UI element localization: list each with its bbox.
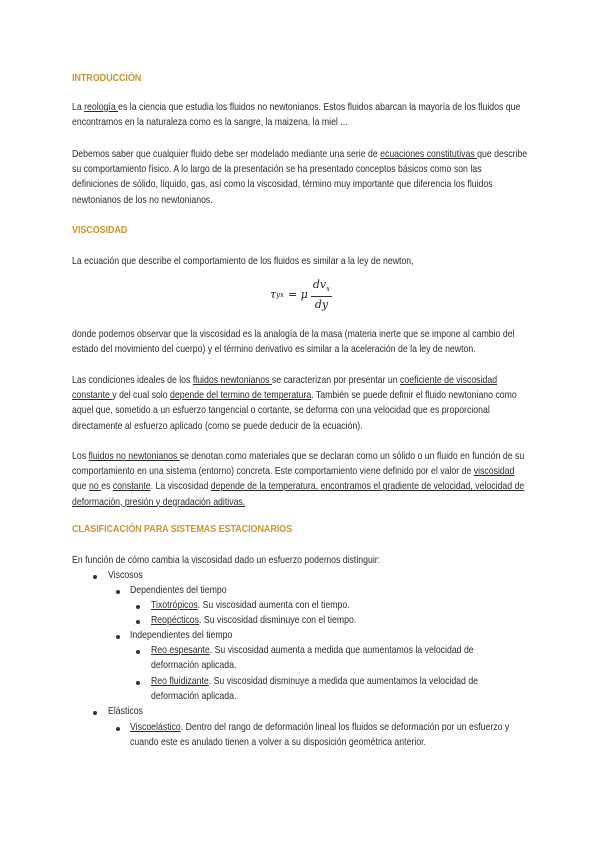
link-depende-temperatura[interactable]: depende de la temperatura, encontramos el gradiente de velocidad, velocidad de deformación, presión y degradación aditivas. [72, 481, 525, 508]
link-ecuaciones-constitutivas[interactable]: ecuaciones constitutivas [380, 149, 478, 160]
list-item-reo-espesante-cont: deformación aplicada. [151, 660, 237, 671]
link-constante[interactable]: constante [112, 481, 151, 493]
heading-viscosidad: VISCOSIDAD [72, 224, 128, 236]
text: . Su viscosidad disminuye con el tiempo. [199, 615, 357, 626]
link-fluidos-no-newtonianos[interactable]: fluidos no newtonianos [88, 451, 180, 462]
viscosidad-paragraph-3 [72, 373, 528, 434]
bullet-icon [136, 681, 140, 685]
text: . Dentro del rango de deformación lineal los fluidos se deformación por un esfuerzo y [180, 722, 510, 733]
bullet-icon [136, 620, 140, 624]
intro-paragraph-2 [72, 147, 528, 208]
newton-viscosity-formula [270, 278, 332, 311]
bullet-icon [136, 650, 140, 654]
list-item-dependientes: Dependientes del tiempo [130, 585, 227, 596]
text: que [72, 481, 89, 493]
bullet-icon [136, 605, 140, 609]
intro-paragraph-1 [72, 100, 528, 130]
list-item-reo-fluidizante [151, 675, 478, 689]
text: Los [72, 451, 89, 462]
formula-eq: = μ [288, 288, 308, 302]
link-tixotropicos[interactable]: Tixotrópicos [151, 600, 198, 611]
formula-den: dy [314, 298, 329, 312]
text: . Su viscosidad disminuye a medida que aumentamos la velocidad de [208, 676, 479, 687]
text: . También se puede definir el fluido newtoniano como aquel que, sometido a un esfuerzo tangencial o cortante, se deforma con una velocidad que es proporcional directamente al esfuerzo aplicado (como se puede deducir de la ecuación). [72, 390, 517, 432]
text: es la ciencia que estudia los fluidos no newtonianos. Estos fluidos abarcan la mayoría de los fluidos que encontramos en la naturaleza como es la sangre, la maizena, la miel ... [72, 102, 521, 129]
link-reo-fluidizante[interactable]: Reo fluidizante [151, 676, 209, 687]
formula-tau-sub: yx [276, 290, 284, 299]
text: . Su viscosidad aumenta a medida que aumentamos la velocidad de [209, 645, 474, 656]
text: se caracterizan por presentar un [271, 375, 401, 386]
viscosidad-paragraph-4 [72, 449, 528, 510]
link-viscosidad[interactable]: viscosidad [473, 466, 515, 478]
list-item-reopecticos [151, 614, 356, 628]
viscosidad-paragraph-2: donde podemos observar que la viscosidad es la analogía de la masa (materia inerte que se impone al cambio del estado del movimiento del cuerpo) y el término derivativo es similar a la aceleración de la ley de newton. [72, 329, 515, 356]
link-reopecticos[interactable]: Reopécticos [151, 615, 200, 626]
link-termino-temperatura[interactable]: depende del termino de temperatura [170, 390, 312, 402]
list-item-tixotropicos [151, 599, 350, 613]
text: Las condiciones ideales de los [72, 375, 193, 386]
text: y del cual solo [112, 390, 171, 402]
list-item-independientes: Independientes del tiempo [130, 630, 233, 641]
bullet-icon [116, 727, 120, 731]
text: . La viscosidad [150, 481, 211, 493]
formula-tau: τ [270, 288, 277, 302]
text: Debemos saber que cualquier fluido debe ser modelado mediante una serie de [72, 149, 381, 160]
link-reo-espesante[interactable]: Reo espesante [151, 645, 210, 656]
formula-num: dv [312, 278, 327, 291]
list-item-viscoelastico [130, 721, 509, 735]
list-item-viscoelastico-cont: cuando este es anulado tienen a volver a su disposición geométrica anterior. [130, 737, 426, 748]
list-item-elasticos: Elásticos [108, 706, 143, 717]
bullet-icon [116, 590, 120, 594]
text: que describe su comportamiento físico. A lo largo de la presentación se ha presentado conceptos básicos como son las definiciones de sólido, líquido, gas, así como la viscosidad, término muy importante que diferencia los fluidos newtonianos de los no newtonianos. [72, 149, 528, 206]
link-no[interactable]: no [88, 481, 102, 493]
bullet-icon [116, 635, 120, 639]
formula-fraction [311, 278, 332, 311]
heading-clasificacion: CLASIFICACIÓN PARA SISTEMAS ESTACIONARIOS [72, 523, 293, 535]
link-fluidos-newtonianos[interactable]: fluidos newtonianos [192, 375, 272, 386]
formula-num-sub: x [326, 285, 331, 294]
bullet-icon [93, 575, 97, 579]
text: es [101, 481, 113, 493]
text: . Su viscosidad aumenta con el tiempo. [197, 600, 350, 611]
text: La [72, 102, 85, 113]
list-item-viscosos: Viscosos [108, 570, 143, 581]
heading-introduccion: INTRODUCCIÓN [72, 72, 142, 84]
viscosidad-paragraph-1: La ecuación que describe el comportamiento de los fluidos es similar a la ley de newton, [72, 256, 414, 267]
clasificacion-intro: En función de cómo cambia la viscosidad dado un esfuerzo podemos distinguir: [72, 555, 381, 566]
link-reologia[interactable]: reología [84, 102, 119, 113]
list-item-reo-fluidizante-cont: deformación aplicada. [151, 691, 237, 702]
bullet-icon [93, 711, 97, 715]
link-coeficiente-viscosidad[interactable]: coeficiente de viscosidad constante [72, 375, 498, 402]
list-item-reo-espesante [151, 644, 474, 658]
link-viscoelastico[interactable]: Viscoelástico [130, 722, 181, 733]
text: se denotan como materiales que se declaran como un sólido o un fluido en función de su comportamiento en una sistema (entorno) concreta. Este comportamiento viene definido por el valor de [72, 451, 525, 478]
